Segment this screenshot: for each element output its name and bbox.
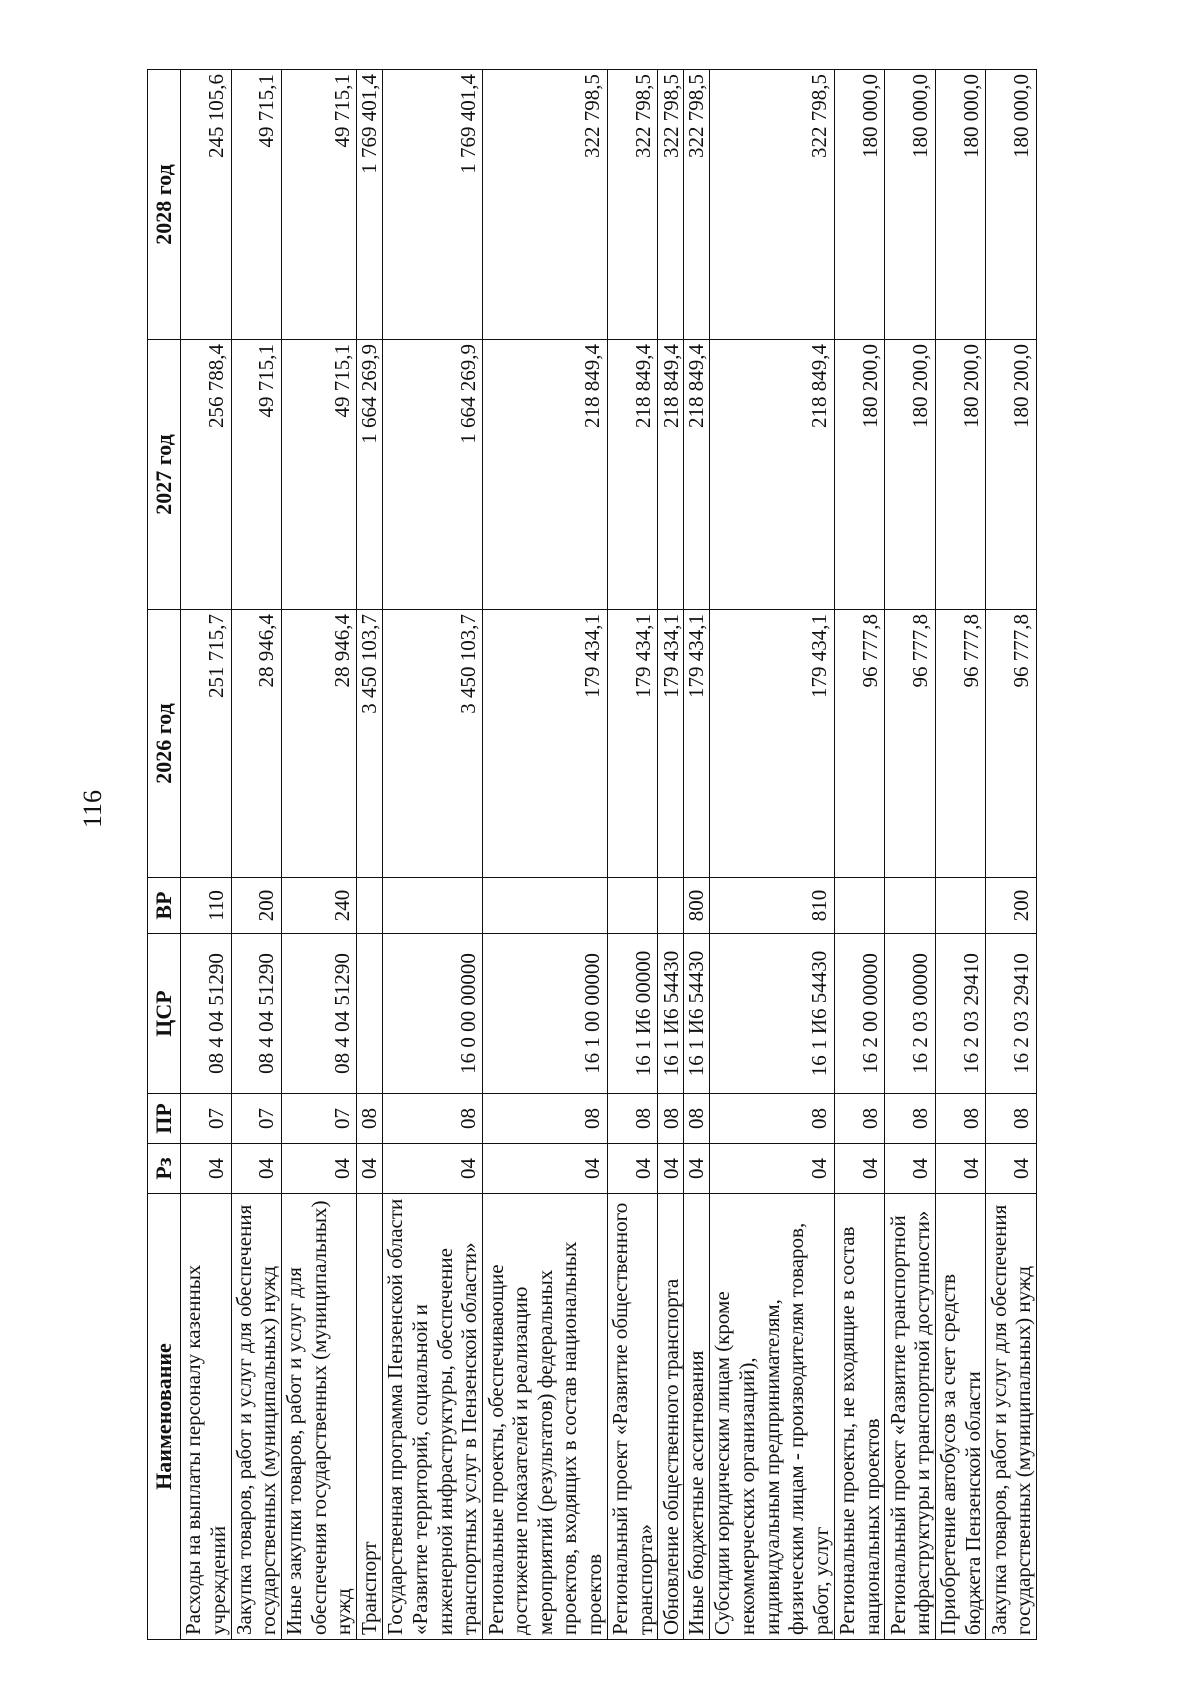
cell-csr: 16 2 03 29410 [935,934,986,1094]
header-csr: ЦСР [148,934,181,1094]
cell-2026: 179 434,1 [607,610,658,878]
cell-rz: 04 [709,1144,834,1194]
cell-pr: 08 [935,1094,986,1144]
cell-vr [935,878,986,934]
cell-pr: 08 [607,1094,658,1144]
cell-csr: 16 1 00 00000 [483,934,608,1094]
cell-2027: 256 788,4 [181,340,232,610]
cell-2027: 218 849,4 [607,340,658,610]
cell-vr: 810 [709,878,834,934]
cell-2028: 322 798,5 [658,70,684,340]
cell-2027: 180 200,0 [885,340,936,610]
header-name: Наименование [148,1194,181,1640]
cell-2028: 322 798,5 [684,70,710,340]
cell-vr [607,878,658,934]
cell-vr: 200 [231,878,282,934]
table-row [607,70,658,1640]
cell-2026: 96 777,8 [935,610,986,878]
cell-pr: 08 [834,1094,885,1144]
budget-table [147,69,1037,1640]
cell-2028: 180 000,0 [986,70,1037,340]
cell-2027: 49 715,1 [231,340,282,610]
cell-2028: 322 798,5 [709,70,834,340]
cell-name: Государственная программа Пензенской области «Развитие территорий, социальной и инженерной инфраструктуры, обеспечение транспортных услуг в Пензенской области» [383,1194,483,1640]
header-pr: ПР [148,1094,181,1144]
cell-csr: 08 4 04 51290 [181,934,232,1094]
cell-2027: 1 664 269,9 [357,340,383,610]
cell-csr: 08 4 04 51290 [231,934,282,1094]
cell-vr: 110 [181,878,232,934]
cell-csr: 16 0 00 00000 [383,934,483,1094]
table-row [986,70,1037,1640]
cell-2028: 1 769 401,4 [357,70,383,340]
cell-name: Региональные проекты, обеспечивающие достижение показателей и реализацию мероприятий (результатов) федеральных проектов, входящих в состав национальных проектов [483,1194,608,1640]
cell-pr: 07 [181,1094,232,1144]
cell-csr: 16 1 И6 54430 [658,934,684,1094]
cell-rz: 04 [383,1144,483,1194]
cell-vr [658,878,684,934]
cell-pr: 08 [383,1094,483,1144]
cell-csr: 08 4 04 51290 [282,934,357,1094]
cell-2026: 251 715,7 [181,610,232,878]
cell-2026: 3 450 103,7 [357,610,383,878]
cell-2026: 96 777,8 [834,610,885,878]
header-2026: 2026 год [148,610,181,878]
cell-2027: 49 715,1 [282,340,357,610]
cell-rz: 04 [684,1144,710,1194]
cell-2027: 218 849,4 [483,340,608,610]
cell-name: Иные закупки товаров, работ и услуг для обеспечения государственных (муниципальных) нужд [282,1194,357,1640]
cell-rz: 04 [607,1144,658,1194]
rotated-page-content [147,70,1037,1640]
table-row [834,70,885,1640]
cell-vr [834,878,885,934]
cell-2028: 322 798,5 [607,70,658,340]
table-header-row [148,70,181,1640]
cell-rz: 04 [357,1144,383,1194]
table-row [684,70,710,1640]
table-row [709,70,834,1640]
cell-name: Расходы на выплаты персоналу казенных учреждений [181,1194,232,1640]
cell-pr: 07 [231,1094,282,1144]
cell-2028: 180 000,0 [885,70,936,340]
cell-rz: 04 [885,1144,936,1194]
header-2028: 2028 год [148,70,181,340]
cell-2026: 179 434,1 [684,610,710,878]
cell-name: Субсидии юридическим лицам (кроме некоммерческих организаций), индивидуальным предпринимателям, физическим лицам - производителям товаров, работ, услуг [709,1194,834,1640]
cell-rz: 04 [181,1144,232,1194]
cell-2027: 218 849,4 [684,340,710,610]
cell-rz: 04 [282,1144,357,1194]
cell-csr: 16 2 03 00000 [885,934,936,1094]
cell-2027: 180 200,0 [935,340,986,610]
cell-csr: 16 1 И6 00000 [607,934,658,1094]
table-row [231,70,282,1640]
cell-pr: 08 [684,1094,710,1144]
cell-2027: 218 849,4 [709,340,834,610]
table-row [383,70,483,1640]
cell-rz: 04 [986,1144,1037,1194]
cell-pr: 08 [885,1094,936,1144]
table-row [935,70,986,1640]
table-body [181,70,1037,1640]
cell-pr: 08 [986,1094,1037,1144]
cell-pr: 08 [709,1094,834,1144]
cell-name: Иные бюджетные ассигнования [684,1194,710,1640]
cell-csr [357,934,383,1094]
cell-2027: 180 200,0 [986,340,1037,610]
cell-rz: 04 [231,1144,282,1194]
cell-csr: 16 2 03 29410 [986,934,1037,1094]
cell-pr: 08 [357,1094,383,1144]
table-row [357,70,383,1640]
cell-pr: 08 [483,1094,608,1144]
cell-pr: 07 [282,1094,357,1144]
cell-csr: 16 1 И6 54430 [684,934,710,1094]
cell-vr: 800 [684,878,710,934]
cell-rz: 04 [834,1144,885,1194]
header-vr: ВР [148,878,181,934]
header-2027: 2027 год [148,340,181,610]
cell-name: Приобретение автобусов за счет средств бюджета Пензенской области [935,1194,986,1640]
cell-vr: 200 [986,878,1037,934]
cell-2026: 96 777,8 [885,610,936,878]
cell-2028: 1 769 401,4 [383,70,483,340]
cell-rz: 04 [658,1144,684,1194]
cell-2027: 218 849,4 [658,340,684,610]
cell-vr [483,878,608,934]
header-rz: Рз [148,1144,181,1194]
cell-2026: 179 434,1 [709,610,834,878]
cell-rz: 04 [483,1144,608,1194]
table-row [658,70,684,1640]
cell-vr: 240 [282,878,357,934]
cell-2026: 179 434,1 [483,610,608,878]
cell-name: Закупка товаров, работ и услуг для обеспечения государственных (муниципальных) нужд [986,1194,1037,1640]
cell-2026: 179 434,1 [658,610,684,878]
cell-name: Региональный проект «Развитие общественного транспорта» [607,1194,658,1640]
table-row [282,70,357,1640]
cell-vr [885,878,936,934]
cell-2026: 96 777,8 [986,610,1037,878]
cell-name: Транспорт [357,1194,383,1640]
cell-2026: 28 946,4 [282,610,357,878]
table-row [885,70,936,1640]
page-number: 116 [78,789,107,828]
cell-csr: 16 2 00 00000 [834,934,885,1094]
cell-name: Закупка товаров, работ и услуг для обеспечения государственных (муниципальных) нужд [231,1194,282,1640]
cell-rz: 04 [935,1144,986,1194]
cell-2026: 3 450 103,7 [383,610,483,878]
cell-2028: 322 798,5 [483,70,608,340]
table-row [181,70,232,1640]
cell-2027: 1 664 269,9 [383,340,483,610]
cell-pr: 08 [658,1094,684,1144]
cell-name: Региональные проекты, не входящие в состав национальных проектов [834,1194,885,1640]
cell-csr: 16 1 И6 54430 [709,934,834,1094]
table-row [483,70,608,1640]
cell-2028: 245 105,6 [181,70,232,340]
cell-2028: 180 000,0 [834,70,885,340]
cell-vr [357,878,383,934]
cell-vr [383,878,483,934]
cell-name: Обновление общественного транспорта [658,1194,684,1640]
cell-2026: 28 946,4 [231,610,282,878]
cell-name: Региональный проект «Развитие транспортной инфраструктуры и транспортной доступности» [885,1194,936,1640]
cell-2028: 180 000,0 [935,70,986,340]
cell-2028: 49 715,1 [282,70,357,340]
cell-2028: 49 715,1 [231,70,282,340]
cell-2027: 180 200,0 [834,340,885,610]
